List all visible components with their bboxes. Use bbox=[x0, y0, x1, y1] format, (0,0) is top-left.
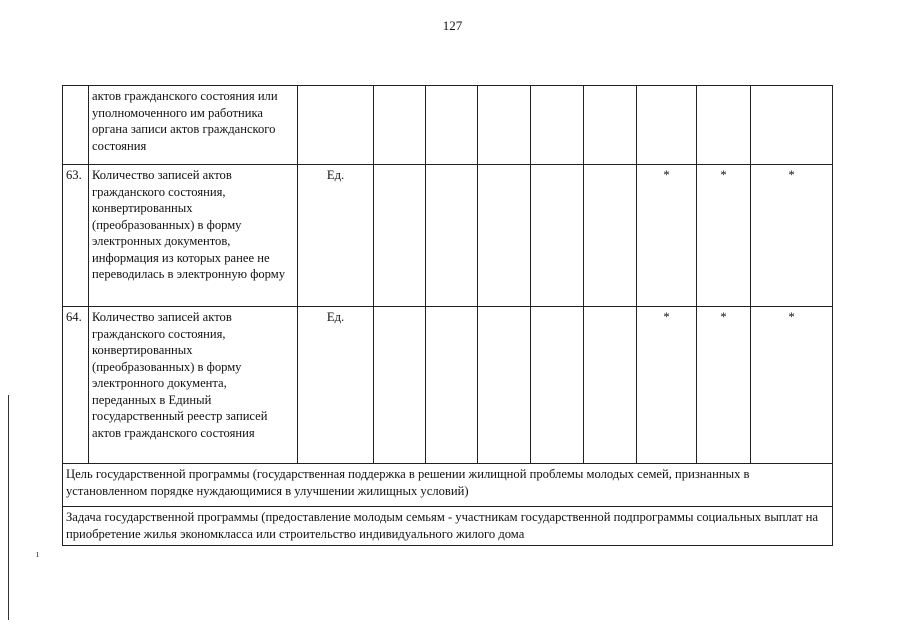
row-unit bbox=[298, 86, 374, 165]
value-mark: * bbox=[637, 307, 697, 464]
row-description: актов гражданского состояния или уполномоченного им работника органа записи актов гражданского состояния bbox=[89, 86, 298, 165]
value-cell bbox=[426, 86, 478, 165]
value-cell bbox=[374, 165, 426, 307]
value-mark: * bbox=[751, 307, 833, 464]
page-number: 127 bbox=[442, 18, 463, 33]
row-description: Количество записей актов гражданского состояния, конвертированных (преобразованных) в форму электронных документов, информация из которых ранее не переводилась в электронную форму bbox=[89, 165, 298, 307]
table-row bbox=[63, 507, 833, 546]
value-mark: * bbox=[697, 307, 751, 464]
table-row bbox=[63, 307, 833, 464]
value-mark: * bbox=[637, 165, 697, 307]
row-number: 63. bbox=[63, 165, 89, 307]
row-description: Количество записей актов гражданского состояния, конвертированных (преобразованных) в форму электронного документа, переданных в Единый государственный реестр записей актов гражданского состояния bbox=[89, 307, 298, 464]
value-cell bbox=[478, 165, 531, 307]
value-cell bbox=[531, 86, 584, 165]
value-mark bbox=[637, 86, 697, 165]
program-task: Задача государственной программы (предоставление молодым семьям - участникам государственной подпрограммы социальных выплат на приобретение жилья экономкласса или строительство индивидуального жилого дома bbox=[63, 507, 833, 546]
value-mark bbox=[751, 86, 833, 165]
indicators-table bbox=[62, 85, 833, 546]
value-cell bbox=[531, 307, 584, 464]
value-cell bbox=[426, 165, 478, 307]
value-cell bbox=[426, 307, 478, 464]
table-row bbox=[63, 165, 833, 307]
value-cell bbox=[531, 165, 584, 307]
value-cell bbox=[584, 165, 637, 307]
value-cell bbox=[478, 86, 531, 165]
row-number bbox=[63, 86, 89, 165]
row-number: 64. bbox=[63, 307, 89, 464]
value-cell bbox=[374, 307, 426, 464]
value-cell bbox=[478, 307, 531, 464]
table-row bbox=[63, 464, 833, 507]
value-mark bbox=[697, 86, 751, 165]
value-mark: * bbox=[697, 165, 751, 307]
value-mark: * bbox=[751, 165, 833, 307]
value-cell bbox=[584, 86, 637, 165]
row-unit: Ед. bbox=[298, 165, 374, 307]
value-cell bbox=[584, 307, 637, 464]
value-cell bbox=[374, 86, 426, 165]
table-row bbox=[63, 86, 833, 165]
program-goal: Цель государственной программы (государственная поддержка в решении жилищной проблемы молодых семей, признанных в установленном порядке нуждающимися в улучшении жилищных условий) bbox=[63, 464, 833, 507]
scan-artifact-dot: ı bbox=[36, 548, 40, 560]
scan-artifact-line bbox=[8, 395, 9, 620]
row-unit: Ед. bbox=[298, 307, 374, 464]
